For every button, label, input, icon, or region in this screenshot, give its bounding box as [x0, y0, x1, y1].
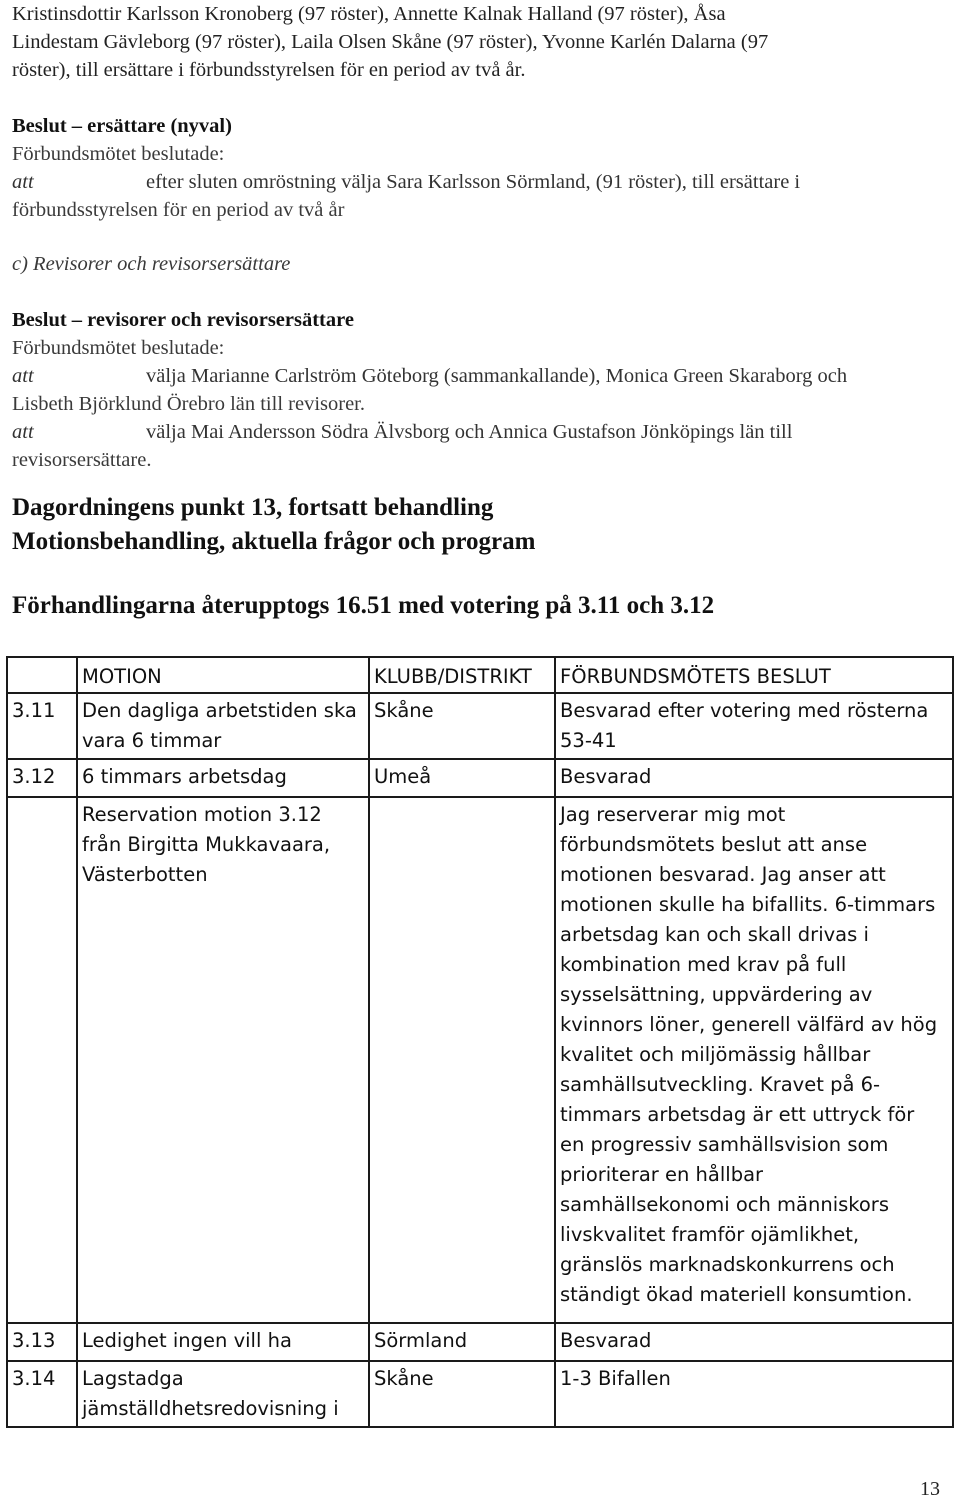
table-row	[7, 1361, 953, 1427]
decision-line: arbetsdag kan och skall drivas i	[560, 923, 869, 946]
decided-label: Förbundsmötet beslutade:	[12, 337, 225, 359]
resumed-heading: Förhandlingarna återupptogs 16.51 med votering på 3.11 och 3.12	[12, 592, 715, 619]
motion-title	[77, 1361, 369, 1427]
decision-line: ständigt ökad materiell konsumtion.	[560, 1283, 913, 1306]
motion-number: 3.14	[7, 1361, 77, 1427]
intro-line: Lindestam Gävleborg (97 röster), Laila Olsen Skåne (97 röster), Yvonne Karlén Dalarna (97	[12, 31, 769, 53]
motion-title	[77, 693, 369, 759]
table-row	[7, 1323, 953, 1361]
motion-number: 3.11	[7, 693, 77, 759]
motion-title-line: jämställdhetsredovisning i	[82, 1397, 339, 1420]
table-row	[7, 759, 953, 797]
intro-line: röster), till ersättare i förbundsstyrelsen för en period av två år.	[12, 59, 526, 81]
decision-line: samhällsutveckling. Kravet på 6-	[560, 1073, 881, 1096]
club-district: Sörmland	[369, 1323, 555, 1361]
decision-text: välja Mai Andersson Södra Älvsborg och Annica Gustafson Jönköpings län till	[146, 421, 793, 443]
motion-title-line: Västerbotten	[82, 863, 208, 886]
column-header: MOTION	[77, 657, 369, 693]
motion-title-line: Den dagliga arbetstiden ska	[82, 699, 357, 722]
club-district: Skåne	[369, 1361, 555, 1427]
table-row	[7, 797, 953, 1323]
column-header: KLUBB/DISTRIKT	[369, 657, 555, 693]
agenda-heading: Dagordningens punkt 13, fortsatt behandling	[12, 494, 494, 521]
agenda-heading: Motionsbehandling, aktuella frågor och program	[12, 528, 536, 555]
decision-line: 1-3 Bifallen	[560, 1367, 671, 1390]
club-district	[369, 797, 555, 1323]
motion-title-line: Ledighet ingen vill ha	[82, 1329, 292, 1352]
decision	[555, 759, 953, 797]
att-label: att	[12, 171, 34, 193]
decision-line: timmars arbetsdag är ett uttryck för	[560, 1103, 915, 1126]
section-heading: c) Revisorer och revisorsersättare	[12, 253, 291, 275]
decision	[555, 797, 953, 1323]
decision-line: Besvarad	[560, 765, 652, 788]
att-label: att	[12, 365, 34, 387]
motion-number: 3.13	[7, 1323, 77, 1361]
table-row	[7, 693, 953, 759]
decision	[555, 693, 953, 759]
decision	[555, 1323, 953, 1361]
decided-label: Förbundsmötet beslutade:	[12, 143, 225, 165]
decision-text: välja Marianne Carlström Göteborg (sammankallande), Monica Green Skaraborg och	[146, 365, 848, 387]
decision-line: Besvarad	[560, 1329, 652, 1352]
table-header-row	[7, 657, 953, 693]
decision-text: Lisbeth Björklund Örebro län till revisorer.	[12, 393, 365, 415]
decision-line: 53-41	[560, 729, 617, 752]
club-district: Skåne	[369, 693, 555, 759]
decision-text: förbundsstyrelsen för en period av två år	[12, 199, 345, 221]
beslut-heading: Beslut – ersättare (nyval)	[12, 115, 232, 137]
motion-title	[77, 1323, 369, 1361]
decision-line: motionen besvarad. Jag anser att	[560, 863, 886, 886]
decision-line: förbundsmötets beslut att anse	[560, 833, 868, 856]
decision-line: prioriterar en hållbar	[560, 1163, 764, 1186]
decision-line: Jag reserverar mig mot	[560, 803, 786, 826]
decision-line: livskvalitet framför ojämlikhet,	[560, 1223, 860, 1246]
column-header	[7, 657, 77, 693]
decision-line: en progressiv samhällsvision som	[560, 1133, 889, 1156]
column-header: FÖRBUNDSMÖTETS BESLUT	[555, 657, 953, 693]
beslut-heading: Beslut – revisorer och revisorsersättare	[12, 309, 354, 331]
motion-number: 3.12	[7, 759, 77, 797]
motion-title	[77, 797, 369, 1323]
decision-line: kvinnors löner, generell välfärd av hög	[560, 1013, 938, 1036]
decision-line: sysselsättning, uppvärdering av	[560, 983, 873, 1006]
decision-line: Besvarad efter votering med rösterna	[560, 699, 929, 722]
motion-title-line: vara 6 timmar	[82, 729, 222, 752]
motions-table	[6, 656, 954, 1428]
decision-text: efter sluten omröstning välja Sara Karlsson Sörmland, (91 röster), till ersättare i	[146, 171, 801, 193]
decision-line: motionen skulle ha bifallits. 6-timmars	[560, 893, 936, 916]
page-number: 13	[920, 1478, 940, 1500]
decision	[555, 1361, 953, 1427]
decision-text: revisorsersättare.	[12, 449, 152, 471]
motion-number	[7, 797, 77, 1323]
decision-line: samhällsekonomi och människors	[560, 1193, 889, 1216]
decision-line: kombination med krav på full	[560, 953, 847, 976]
motion-title-line: Lagstadga	[82, 1367, 184, 1390]
intro-line: Kristinsdottir Karlsson Kronoberg (97 röster), Annette Kalnak Halland (97 röster), Åsa	[12, 3, 726, 25]
att-label: att	[12, 421, 34, 443]
club-district: Umeå	[369, 759, 555, 797]
decision-line: gränslös marknadskonkurrens och	[560, 1253, 895, 1276]
motion-title-line: från Birgitta Mukkavaara,	[82, 833, 331, 856]
decision-line: kvalitet och miljömässig hållbar	[560, 1043, 871, 1066]
motion-title-line: 6 timmars arbetsdag	[82, 765, 287, 788]
motion-title	[77, 759, 369, 797]
motion-title-line: Reservation motion 3.12	[82, 803, 322, 826]
